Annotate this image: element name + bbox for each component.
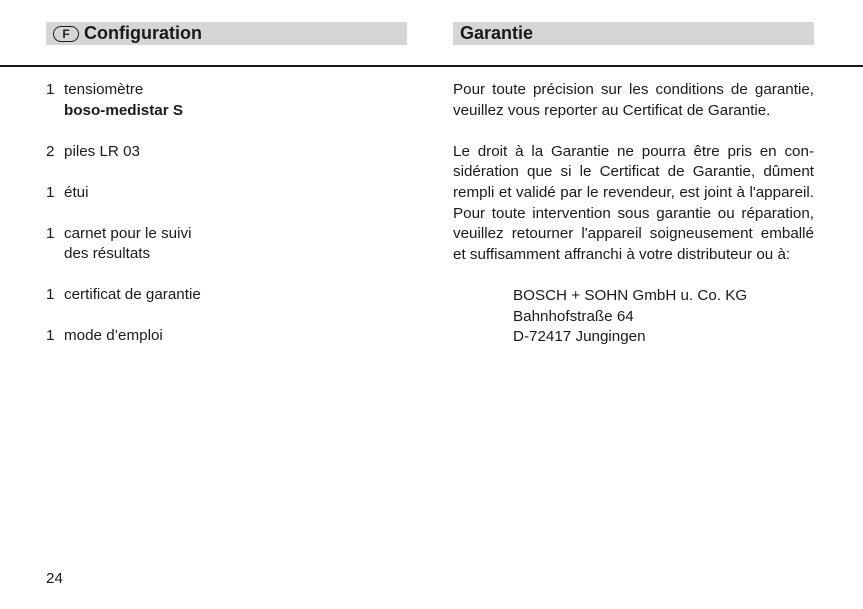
item-quantity: 1 (46, 286, 55, 303)
item-label: certificat de garantie (64, 286, 201, 303)
garantie-body (453, 80, 814, 348)
garantie-paragraph-2: Le droit à la Garantie ne pourra être pris en considération que si le Certificat de Garantie, dûment rempli et validé par le revendeur, est joint à l'appareil. Pour toute intervention sous garantie ou réparation, veuillez retourner l'appareil soigneusement emballé et suffisamment affranchi à votre distributeur ou à: (453, 142, 814, 263)
item-label: tensiomètre (64, 81, 144, 98)
item-quantity: 1 (46, 327, 55, 344)
item-label: piles LR 03 (64, 142, 140, 160)
item-quantity: 1 (46, 81, 55, 98)
configuration-list (46, 80, 406, 367)
item-model-name: boso-medistar S (64, 101, 183, 119)
section-header-configuration (46, 22, 407, 45)
garantie-paragraph-1: Pour toute précision sur les conditions de garantie, veuillez vous reporter au Certificat de Garantie. (453, 81, 814, 119)
item-label-continued: des résultats (64, 245, 151, 262)
item-quantity: 1 (46, 224, 55, 242)
item-quantity: 2 (46, 142, 55, 160)
list-item (46, 285, 406, 306)
garantie-title: Garantie (460, 23, 534, 43)
item-quantity: 1 (46, 183, 55, 201)
page-number: 24 (46, 570, 63, 587)
address-company: BOSCH + SOHN GmbH u. Co. KG (513, 286, 748, 304)
manufacturer-address (513, 286, 814, 348)
list-item (46, 142, 406, 163)
item-label: carnet pour le suivi (64, 224, 192, 242)
section-header-garantie (453, 22, 814, 45)
list-item (46, 183, 406, 204)
item-label: mode d’emploi (64, 327, 163, 344)
configuration-title: Configuration (84, 23, 202, 43)
language-badge-icon: F (53, 26, 79, 42)
item-label: étui (64, 183, 89, 201)
address-city: D-72417 Jungingen (513, 328, 646, 346)
list-item (46, 80, 406, 121)
list-item (46, 326, 406, 347)
list-item (46, 224, 406, 265)
address-street: Bahnhofstraße 64 (513, 307, 634, 325)
horizontal-rule (0, 65, 863, 67)
